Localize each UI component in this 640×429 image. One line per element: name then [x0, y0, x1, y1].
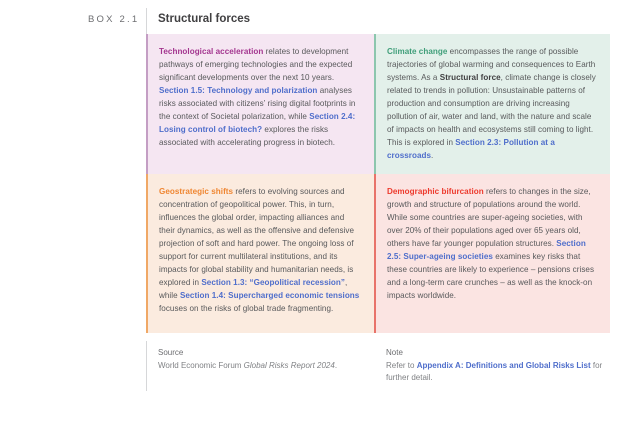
source-text	[158, 360, 378, 372]
source-text-tail: .	[334, 361, 338, 370]
section-link-1[interactable]: Section 1.3: “Geopolitical recession”	[201, 278, 345, 288]
quadrant-body-3: .	[431, 151, 434, 161]
quadrant-accent-bar	[374, 174, 376, 333]
section-link-2[interactable]: Section 2.4: Losing control of biotech?	[159, 112, 356, 135]
note-label: Note	[386, 348, 403, 357]
page-title: Structural forces	[158, 13, 251, 25]
box-number-label: BOX 2.1	[88, 14, 140, 25]
quadrant-lead-term: Technological acceleration	[159, 47, 264, 56]
source-block	[158, 348, 378, 372]
quadrant-demographic-bifurcation	[374, 174, 610, 333]
quadrant-body-3: focuses on the risks of global trade fragmenting.	[159, 304, 334, 314]
source-text-italic: Global Risks Report 2024	[243, 361, 335, 370]
quadrant-body-3: explores the risks associated with accelerating progress in biotech.	[159, 125, 336, 148]
quadrant-lead-term: Climate change	[387, 47, 448, 56]
quadrant-lead-term: Demographic bifurcation	[387, 187, 484, 196]
footer-vertical-divider	[146, 341, 147, 391]
appendix-link[interactable]: Appendix A: Definitions and Global Risks List	[416, 361, 591, 370]
note-text-plain: Refer to	[386, 361, 417, 370]
structural-forces-grid	[146, 34, 610, 333]
quadrant-accent-bar	[374, 34, 376, 174]
quadrant-paragraph	[159, 185, 360, 315]
quadrant-paragraph	[387, 185, 596, 302]
source-label: Source	[158, 348, 184, 357]
note-text-tail: for further detail.	[386, 361, 603, 383]
quadrant-accent-bar	[146, 174, 148, 333]
quadrant-paragraph	[159, 45, 360, 149]
note-block	[386, 348, 606, 385]
quadrant-geostrategic-shifts	[146, 174, 374, 333]
quadrant-body-2: , climate change is closely related to trends in pollution: Unsustainable patterns of production and consumption are driving increasing pollution of air, water and land, with the nature and scale of impacts on health and ecosystems still coming to light. This is explored in	[387, 73, 596, 148]
quadrant-body-2: analyses risks associated with citizens’ rising digital footprints in the context of Societal polarization, while	[159, 86, 356, 122]
quadrant-body-2: , while	[159, 278, 348, 301]
source-text-plain: World Economic Forum	[158, 361, 244, 370]
quadrant-body-1: refers to changes in the size, growth and structure of populations around the world. While some countries are super-ageing societies, with over 20% of their populations aged over 65 years old, others have far younger population structures.	[387, 187, 591, 249]
section-link-2[interactable]: Section 1.4: Supercharged economic tensions	[179, 291, 360, 301]
quadrant-climate-change	[374, 34, 610, 174]
section-link-1[interactable]: Section 1.5: Technology and polarization	[159, 86, 318, 96]
quadrant-lead-term: Geostrategic shifts	[159, 187, 234, 196]
quadrant-body-2: examines key risks that these countries are likely to experience – pensions crises and a long-term care crunches – as well as the knock-on impacts worldwide.	[387, 252, 595, 301]
quadrant-emphasis-term: Structural force	[439, 73, 501, 83]
note-text	[386, 360, 606, 385]
quadrant-body-1: relates to development pathways of emerging technologies and the expected significant developments over the next 10 years.	[159, 47, 353, 83]
quadrant-body-1: encompasses the range of possible trajectories of global warming and consequences to Earth systems. As a	[387, 47, 596, 83]
section-link-1[interactable]: Section 2.5: Super-ageing societies	[387, 239, 586, 262]
quadrant-paragraph	[387, 45, 596, 162]
quadrant-accent-bar	[146, 34, 148, 174]
quadrant-body-1: refers to evolving sources and concentration of geopolitical power. This, in turn, influences the global order, impacting alliances and their dynamics, as well as the offensive and defensive projection of soft and hard power. The ongoing loss of support for current multilateral institutions, and its impacts for global stability and humanitarian needs, is explored in	[159, 187, 355, 288]
quadrant-technological-acceleration	[146, 34, 374, 174]
section-link-1[interactable]: Section 2.3: Pollution at a crossroads	[387, 138, 555, 161]
